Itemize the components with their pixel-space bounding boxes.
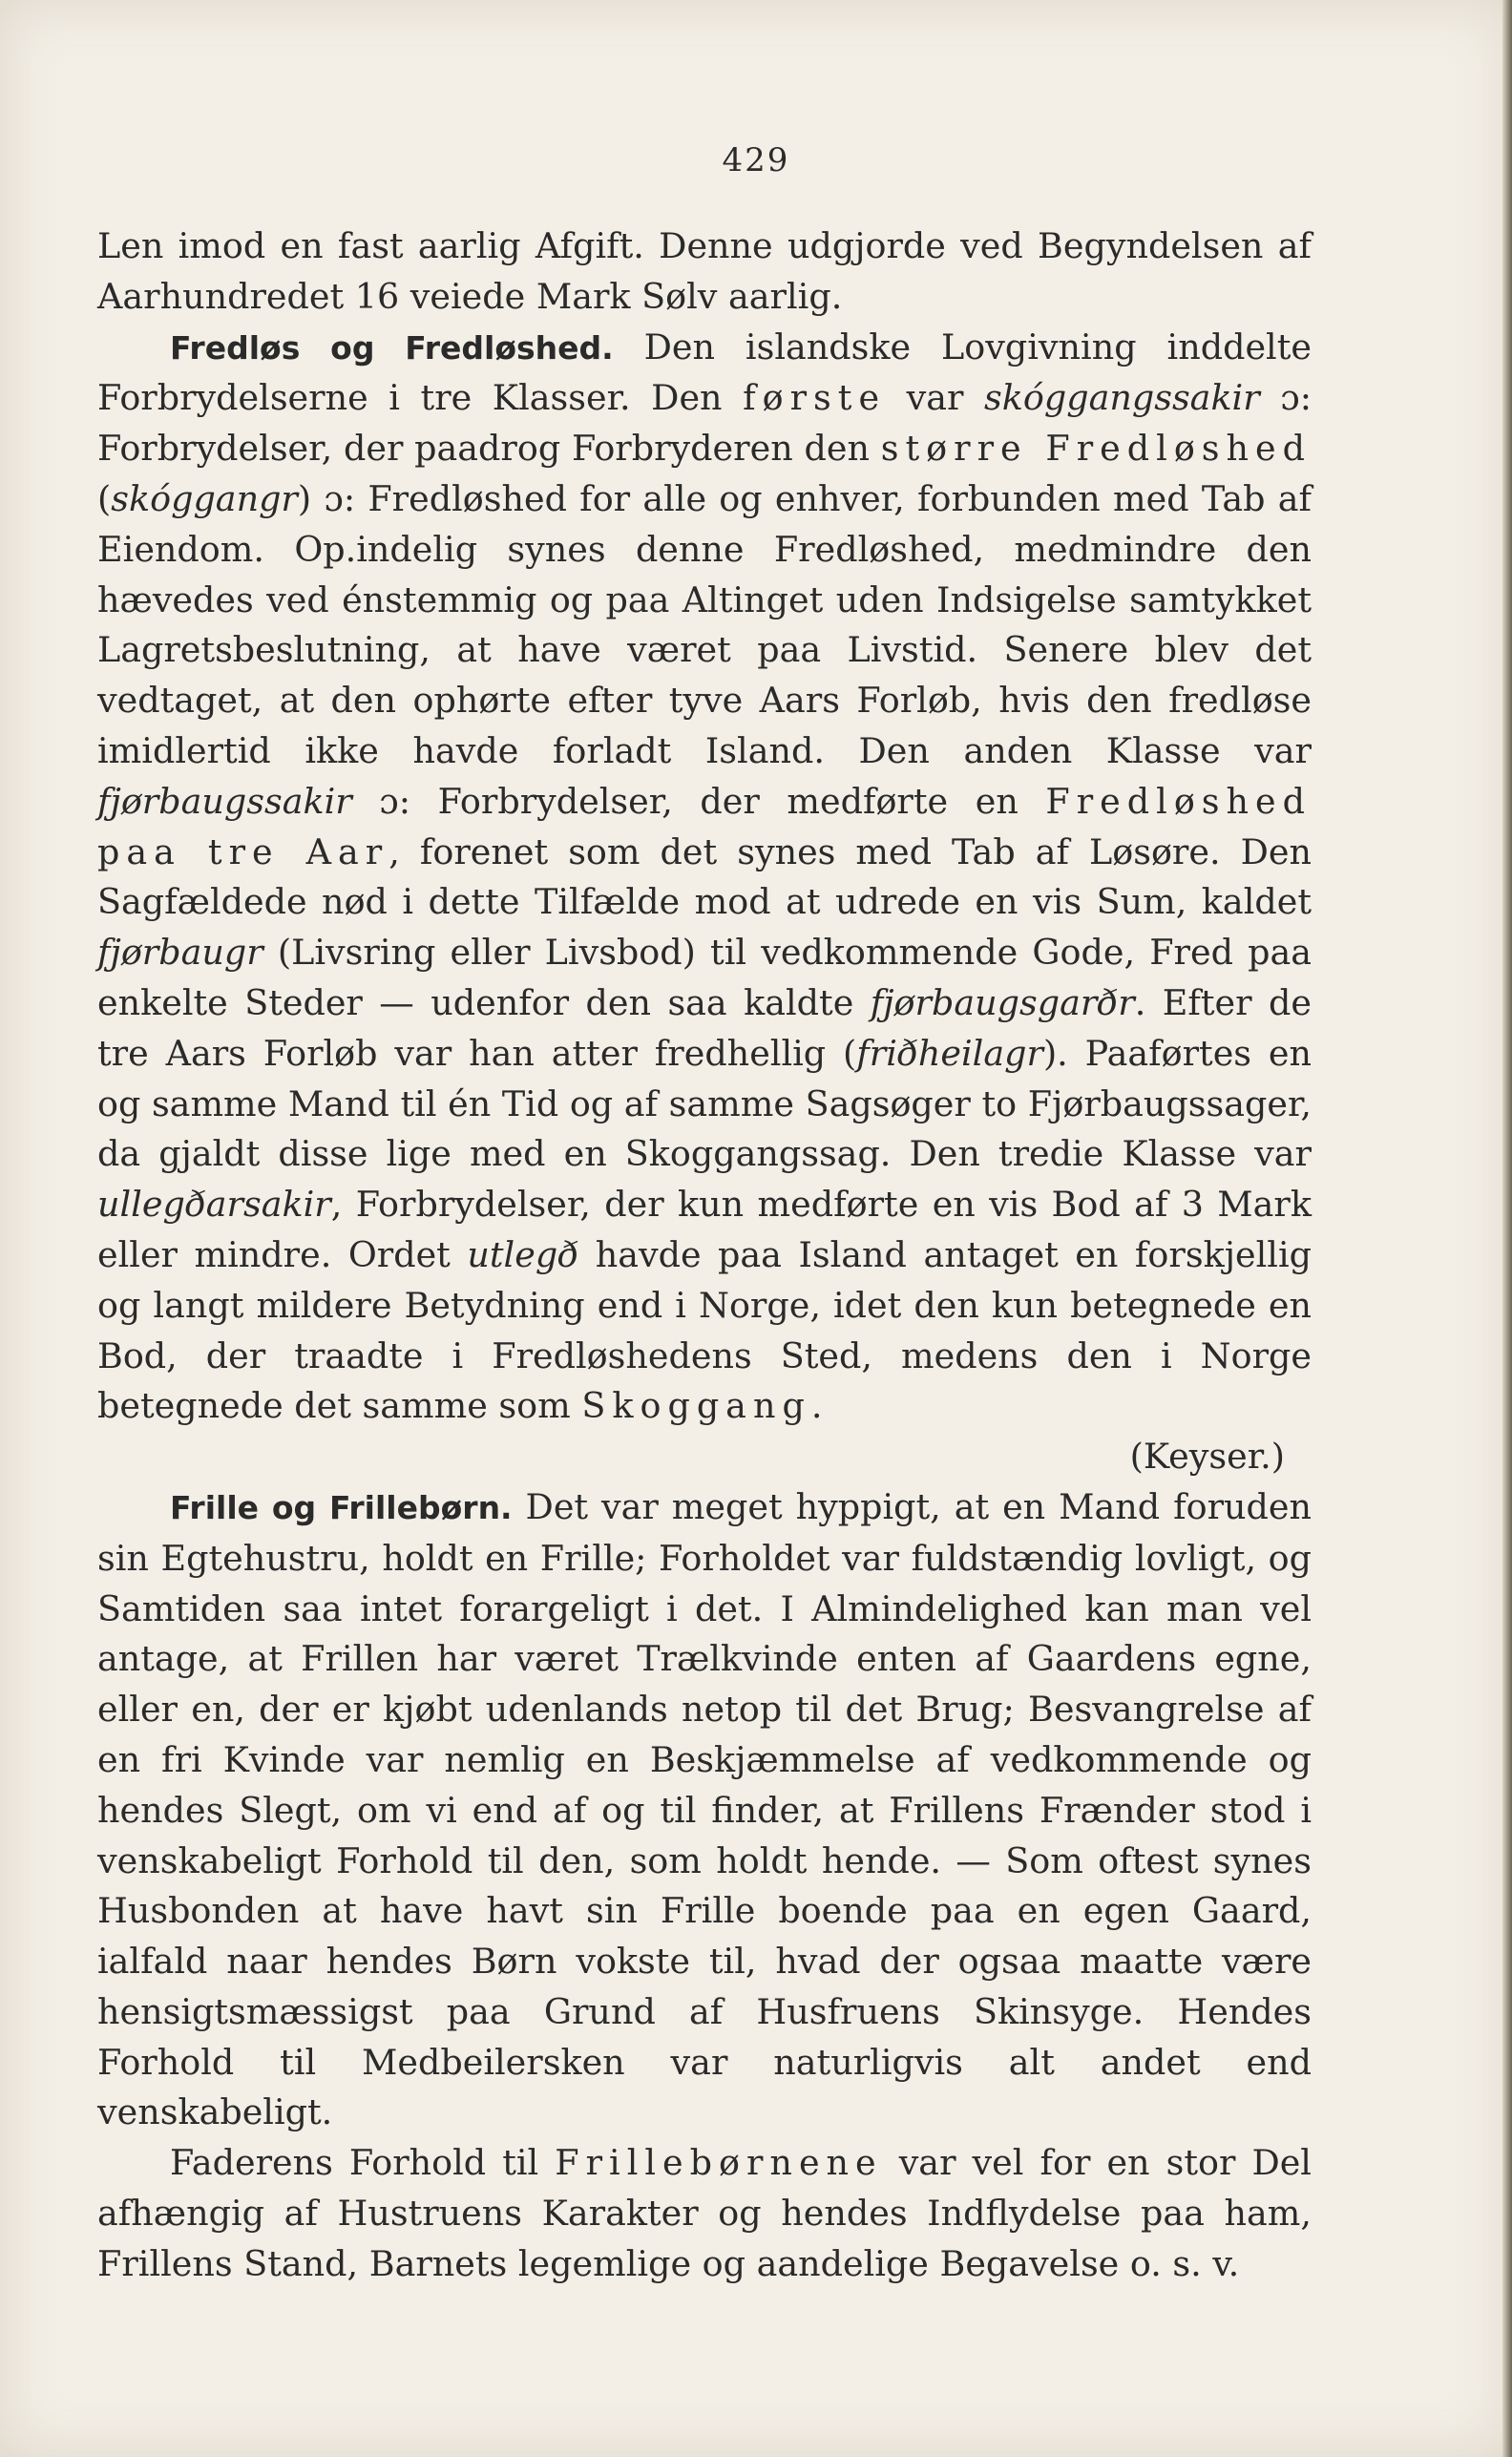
section-heading: Frille og Frillebørn. [170, 1488, 513, 1526]
text-run: , forenet som det synes med Tab af Løsøre. Den Sagfældede nød i dette Tilfælde mod at udrede en vis Sum, kaldet [97, 830, 1312, 923]
text-run: Den islandske Lovgivning inddelte Forbrydelserne i tre Klasser. Den [97, 326, 1312, 419]
text-run: (Keyser.) [1129, 1436, 1285, 1478]
spaced-term: første [743, 377, 887, 419]
italic-term: fjørbaugr [97, 932, 263, 974]
text-run: Len imod en fast aarlig Afgift. Denne udgjorde ved Begyndelsen af Aarhundredet 16 veiede Mark Sølv aarlig. [97, 225, 1312, 317]
paragraph [97, 221, 1312, 323]
text-run: (Livsring eller Livsbod) til vedkommende Gode, Fred paa enkelte Steder — udenfor den saa kaldte [97, 932, 1312, 1023]
italic-term: fjørbaugssakir [97, 780, 352, 822]
text-run: Det var meget hyppigt, at en Mand foruden sin Egtehustru, holdt en Frille; Forholdet var fuldstændig lovligt, og Samtiden saa intet forargeligt i det. I Almindelighed kan man vel antage, at Frillen har været Trælkvinde enten af Gaardens egne, eller en, der er kjøbt udenlands netop til det Brug; Besvangrelse af en fri Kvinde var nemlig en Beskjæmmelse af vedkommende og hendes Slegt, om vi end af og til finder, at Frillens Frænder stod i venskabeligt Forhold til den, som holdt hende. — Som oftest synes Husbonden at have havt sin Frille boende paa en egen Gaard, ialfald naar hendes Børn vokste til, hvad der ogsaa maatte være hensigtsmæssigst paa Grund af Husfruens Skinsyge. Hendes Forhold til Medbeilersken var naturligvis alt andet end venskabeligt. [97, 1485, 1312, 2133]
spaced-term: større Fredløshed [880, 428, 1312, 470]
signature [97, 1432, 1312, 1482]
italic-term: utlegð [467, 1233, 579, 1275]
italic-term: ullegðarsakir [97, 1184, 331, 1226]
text-run: ). Paaførtes en og samme Mand til én Tid og af samme Sagsøger to Fjørbaugssager, da gjaldt disse lige med en Skoggangssag. Den tredie Klasse var [97, 1032, 1312, 1175]
text-run: . [810, 1385, 823, 1427]
text-run: ( [97, 477, 112, 519]
section-heading: Fredløs og Fredløshed. [170, 328, 614, 367]
italic-term: friðheilagr [856, 1032, 1043, 1074]
text-run: var [886, 377, 985, 419]
page-number: 429 [722, 141, 790, 179]
spaced-term: Frillebørnene [555, 2142, 883, 2184]
spaced-term: Skoggang [581, 1385, 811, 1427]
text-run: ɔ: Forbrydelser, der paadrog Forbryderen den [97, 377, 1312, 470]
text-run: ) ɔ: Fredløshed for alle og enhver, forbunden med Tab af Eiendom. Op.indelig synes denne Fredløshed, medmindre den hævedes ved énstemmig og paa Altinget uden Indsigelse samtykket Lagretsbeslutning, at have været paa Livstid. Senere blev det vedtaget, at den ophørte efter tyve Aars Forløb, hvis den fredløse imidlertid ikke havde forladt Island. Den anden Klasse var [97, 477, 1312, 771]
paragraph [97, 1482, 1312, 2138]
paragraph [97, 323, 1312, 1433]
text-run: var vel for en stor Del afhængig af Hustruens Karakter og hendes Indflydelse paa ham, Frillens Stand, Barnets legemlige og aandelige Begavelse o. s. v. [97, 2142, 1312, 2284]
text-run: Faderens Forhold til [170, 2142, 556, 2184]
paragraph [97, 2138, 1312, 2289]
page-edge-shadow [1502, 0, 1512, 2457]
text-run: , Forbrydelser, der kun medførte en vis Bod af 3 Mark eller mindre. Ordet [97, 1184, 1312, 1275]
text-run: havde paa Island antaget en forskjellig og langt mildere Betydning end i Norge, idet den kun betegnede en Bod, der traadte i Fredløshedens Sted, medens den i Norge betegnede det samme som [97, 1233, 1312, 1427]
italic-term: skóggangr [111, 477, 298, 519]
text-run: ɔ: Forbrydelser, der medførte en [351, 780, 1046, 822]
body-text [97, 221, 1312, 2290]
spaced-term: Fredløshed paa tre Aar [97, 780, 1312, 872]
italic-term: fjørbaugsgarðr [870, 981, 1135, 1023]
italic-term: skóggangssakir [984, 377, 1260, 419]
text-run: . Efter de tre Aars Forløb var han atter fredhellig ( [97, 981, 1312, 1074]
